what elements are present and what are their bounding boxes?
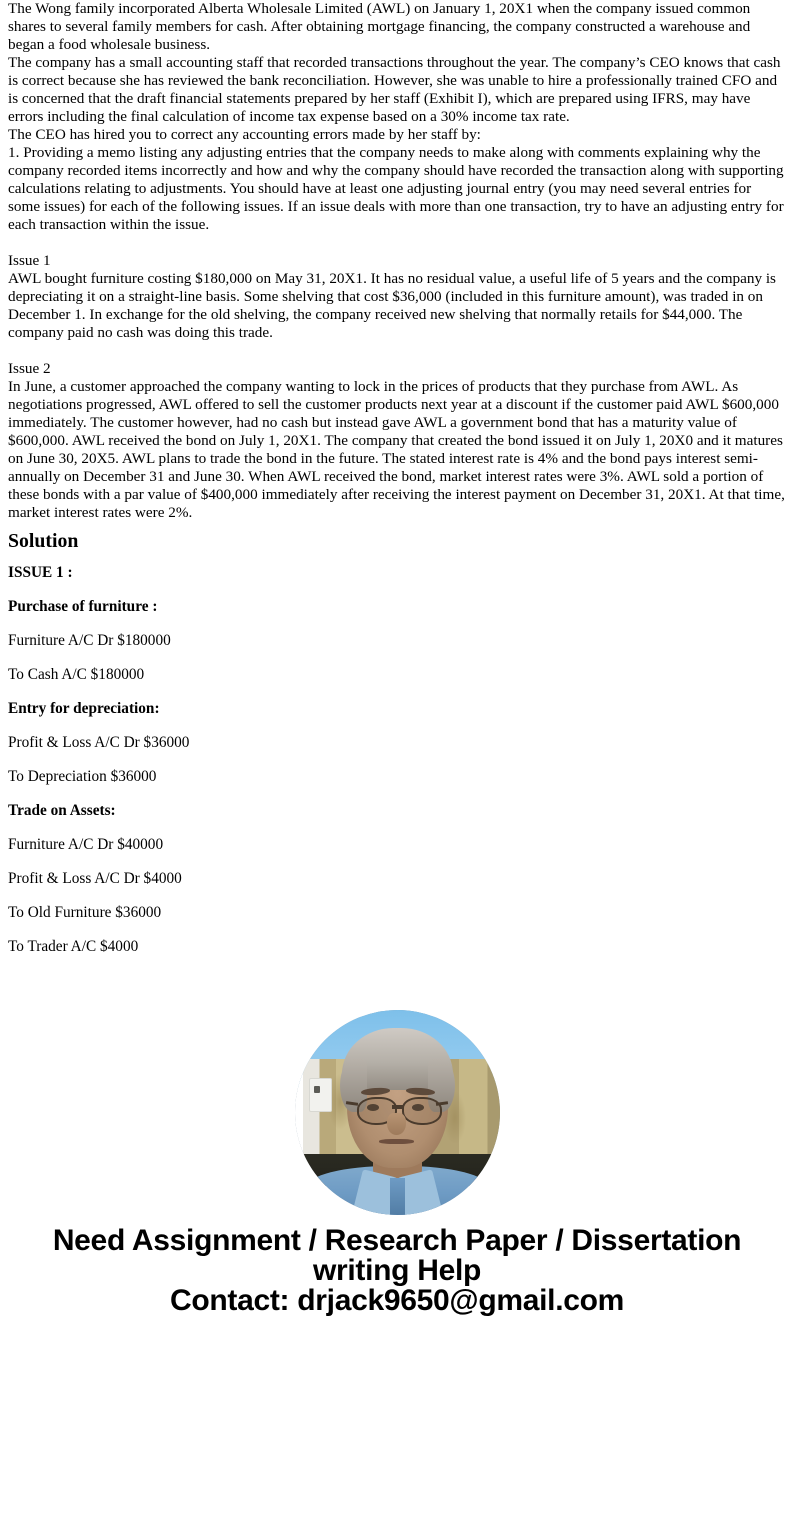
solution-line-pl-dr-36000: Profit & Loss A/C Dr $36000 [8,734,190,751]
issue-1-text: AWL bought furniture costing $180,000 on May 31, 20X1. It has no residual value, a useful life of 5 years and the company is depreciating it on a straight-line basis. Some shelving that cost $36,000 (included in this furniture amount), was traded in on December 1. In exchange for the old shelving, the company received new shelving that normally retails for $44,000. The company paid no cash was doing this trade. [8,270,776,341]
promo-contact-line: Contact: drjack9650@gmail.com [169,1284,625,1316]
photo-light-switch [309,1078,332,1113]
solution-line-pl-dr-4000: Profit & Loss A/C Dr $4000 [8,870,182,887]
solution-line-to-trader: To Trader A/C $4000 [8,938,139,955]
issue-2-text: In June, a customer approached the company wanting to lock in the prices of products that they purchase from AWL. As negotiations progressed, AWL offered to sell the customer products next year at a discount if the customer paid AWL $600,000 immediately. The customer however, had no cash but instead gave AWL a government bond that has a maturity value of $600,000. AWL received the bond on July 1, 20X1. The company that created the bond issued it on July 1, 20X0 and it matures on June 30, 20X5. AWL plans to trade the bond in the future. The stated interest rate is 4% and the bond pays interest semi-annually on December 31 and June 30. When AWL received the bond, market interest rates were 3%. AWL sold a portion of these bonds with a par value of $400,000 immediately after receiving the interest payment on December 31, 20X1. At that time, market interest rates were 2%. [8,378,785,521]
problem-statement [0,0,794,522]
solution-line-to-cash: To Cash A/C $180000 [8,666,145,683]
glasses-bridge-icon [392,1105,402,1108]
problem-paragraph-3: The CEO has hired you to correct any accounting errors made by her staff by: [8,126,481,143]
promo-headline-line-2: writing Help [312,1254,482,1287]
promo-headline-line-1: Need Assignment / Research Paper / Dissertation [52,1224,742,1257]
solution-line-to-deprec: To Depreciation $36000 [8,768,157,785]
solution-line-to-old-furniture: To Old Furniture $36000 [8,904,162,921]
glasses-lens-right-icon [402,1097,443,1125]
paragraph-spacer-1 [8,234,785,252]
solution-heading: Solution [8,530,79,552]
solution-line-deprec-head: Entry for depreciation: [8,700,160,717]
avatar-area [0,972,794,1220]
photo-mouth [379,1139,414,1144]
problem-paragraph-1: The Wong family incorporated Alberta Wholesale Limited (AWL) on January 1, 20X1 when the company issued common shares to several family members for cash. After obtaining mortgage financing, the company constructed a warehouse and began a food wholesale business. [8,0,751,53]
solution-section [0,530,794,955]
photo-shirt-placket [390,1178,404,1215]
issue-2-label: Issue 2 [8,360,51,377]
avatar [295,1010,500,1215]
photo-nose [387,1113,405,1136]
promo-footer [0,1226,794,1316]
problem-paragraph-2: The company has a small accounting staff that recorded transactions throughout the year. The company’s CEO knows that cash is correct because she has reviewed the bank reconciliation. However, she was unable to hire a professionally trained CFO and is concerned that the draft financial statements prepared by her staff (Exhibit I), which are prepared using IFRS, may have errors including the final calculation of income tax expense based on a 30% income tax rate. [8,54,781,125]
paragraph-spacer-2 [8,342,785,360]
solution-line-issue-1: ISSUE 1 : [8,564,73,581]
problem-paragraph-4: 1. Providing a memo listing any adjusting entries that the company needs to make along with comments explaining why the company recorded items incorrectly and how and why the company should have recorded the transaction along with supporting calculations relating to adjustments. You should have at least one adjusting journal entry (you may need several entries for some issues) for each of the following issues. If an issue deals with more than one transaction, try to have an adjusting entry for each transaction within the issue. [8,144,784,233]
solution-line-furniture-dr-40000: Furniture A/C Dr $40000 [8,836,164,853]
issue-1-label: Issue 1 [8,252,51,269]
solution-line-furniture-dr: Furniture A/C Dr $180000 [8,632,171,649]
solution-line-trade-head: Trade on Assets: [8,802,116,819]
solution-line-purchase-head: Purchase of furniture : [8,598,158,615]
